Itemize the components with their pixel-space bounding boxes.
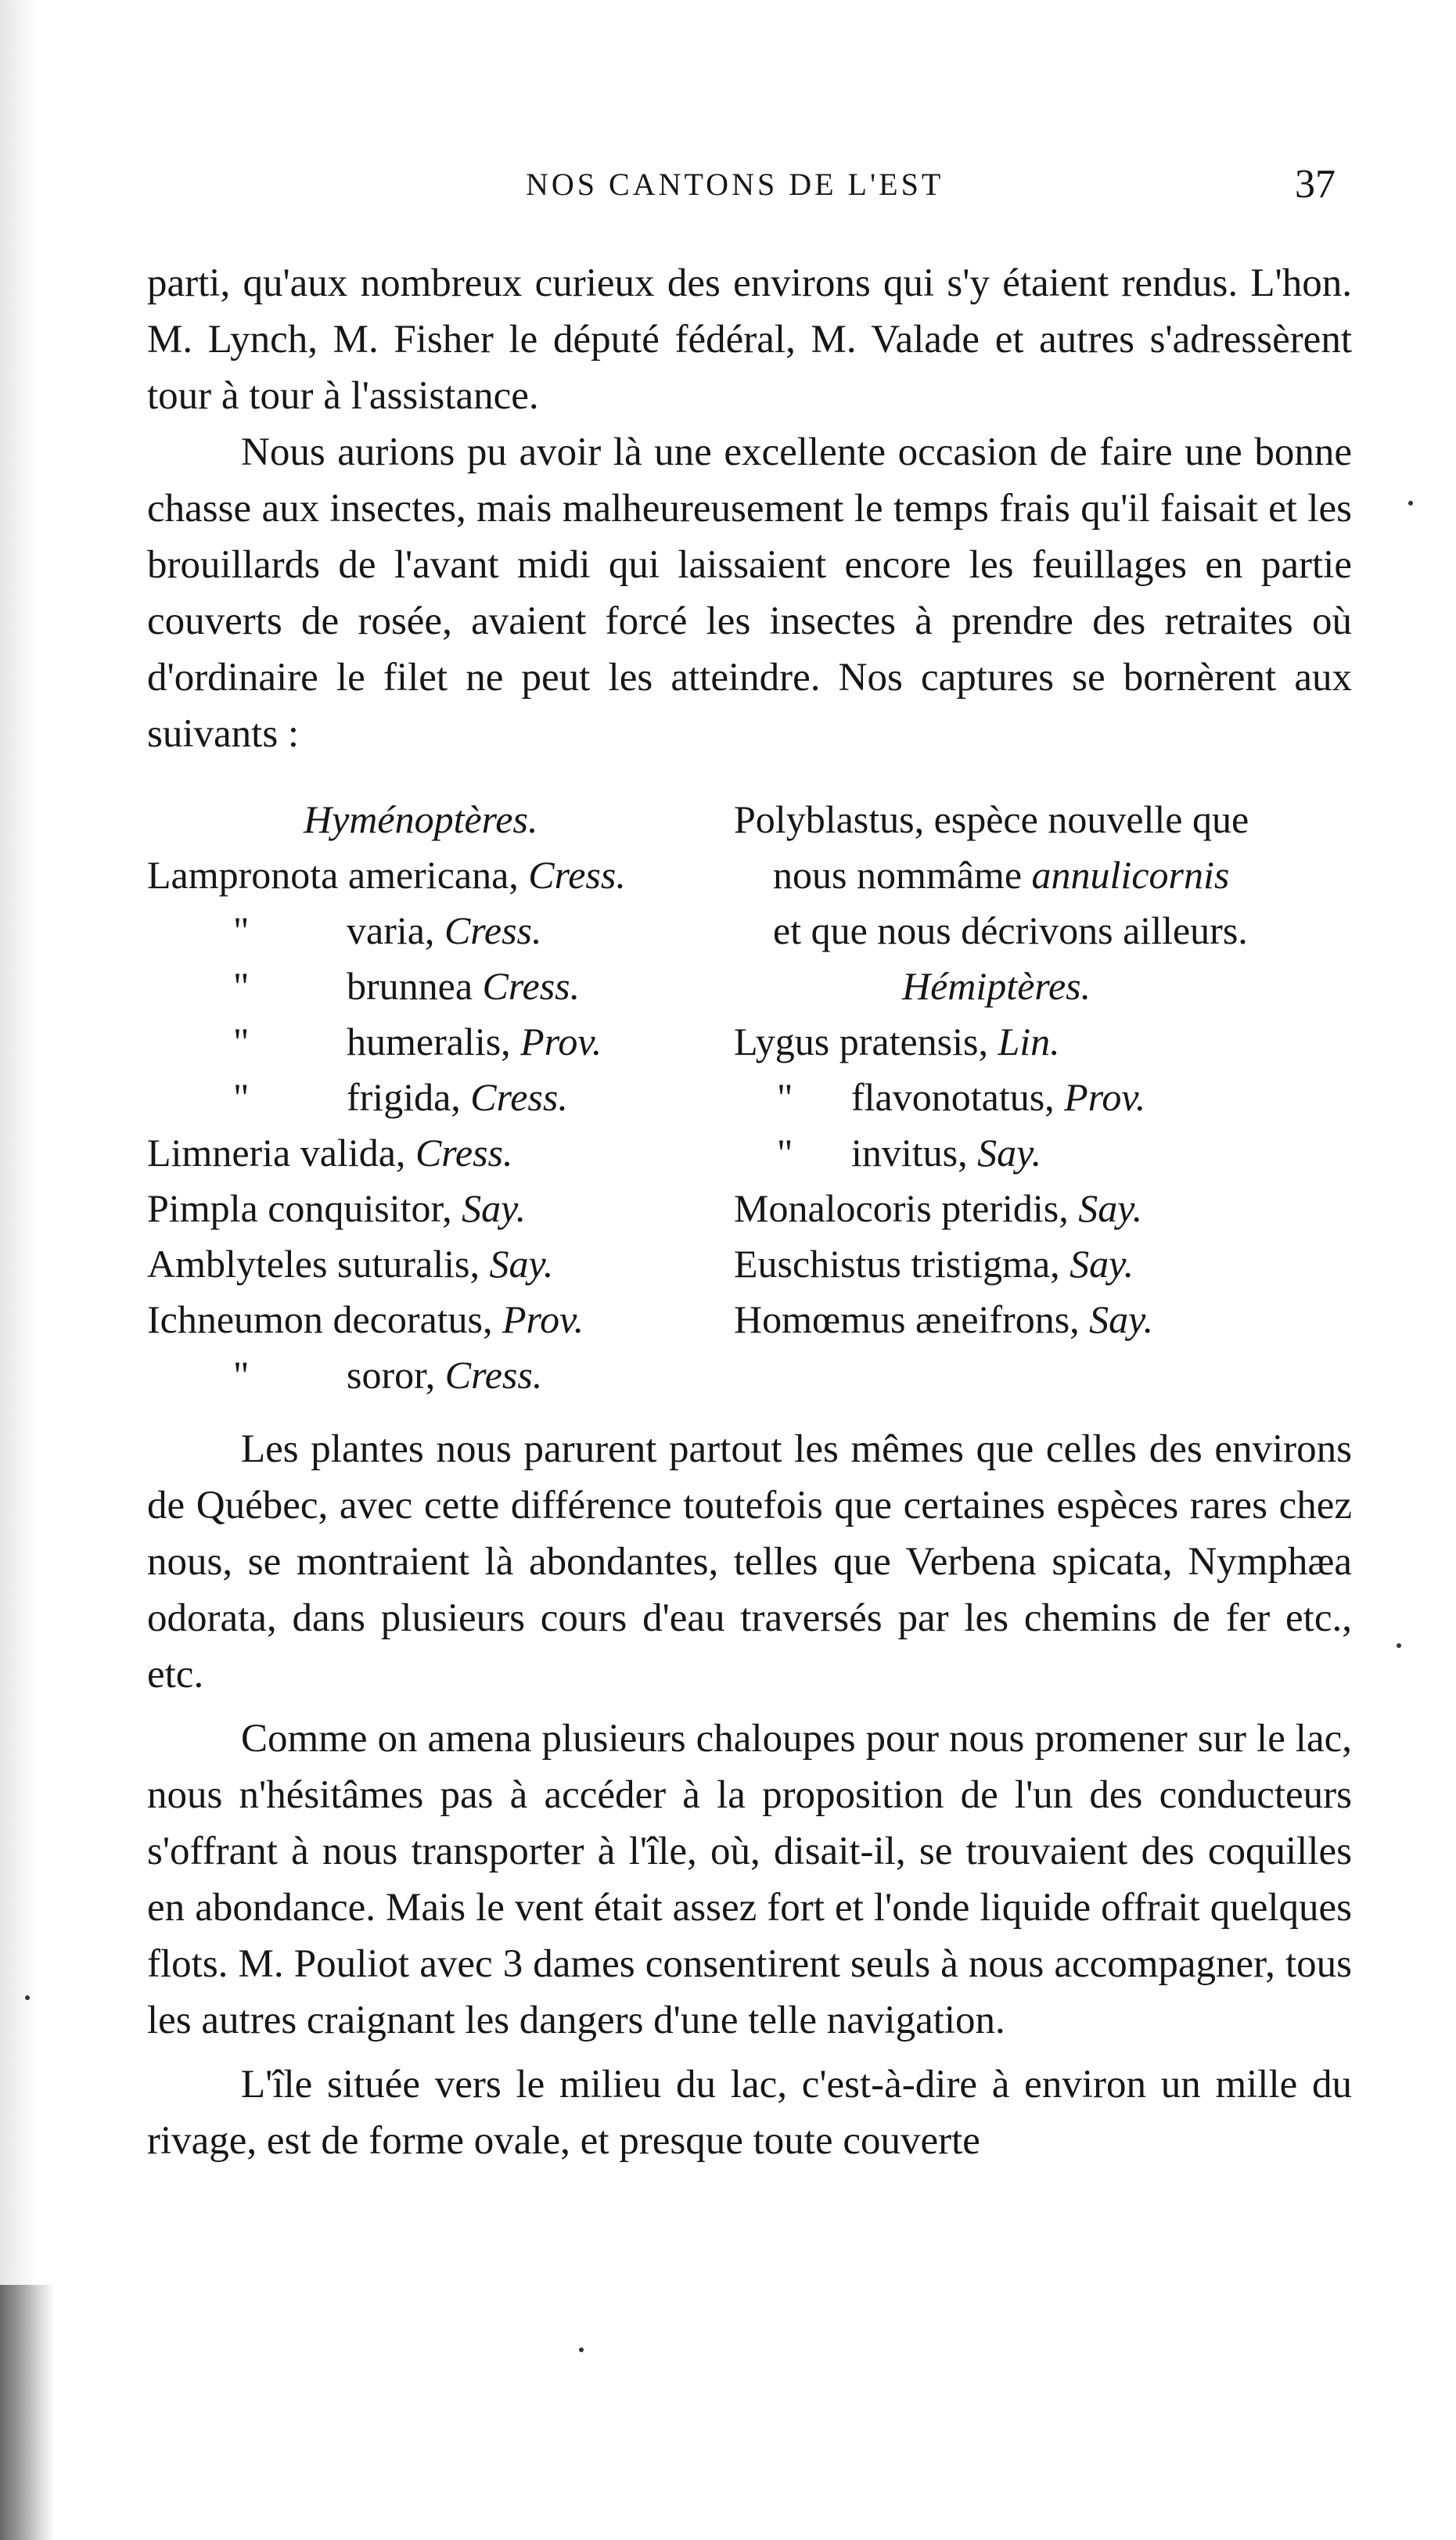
author-abbrev: Say. xyxy=(1070,1242,1134,1286)
species-name: pteridis, xyxy=(941,1186,1079,1230)
genus-name: Amblyteles xyxy=(147,1242,338,1286)
ditto-mark: " xyxy=(233,1353,250,1397)
species-column-hemiptera xyxy=(734,792,1352,1347)
species-row xyxy=(147,903,726,959)
note-text: nous nommâme xyxy=(773,853,1023,897)
species-row xyxy=(147,1292,726,1347)
author-abbrev: Prov. xyxy=(1064,1075,1146,1119)
species-rows xyxy=(734,1014,1352,1347)
species-row xyxy=(734,1125,1352,1181)
paragraph: L'île située vers le milieu du lac, c'est-à-dire à environ un mille du rivage, est de forme ovale, et presque toute couverte xyxy=(147,2063,1352,2163)
ditto-mark: " xyxy=(233,1075,250,1119)
print-speck xyxy=(579,2348,584,2352)
species-row xyxy=(734,1292,1352,1347)
species-name-italic: annulicornis xyxy=(1031,853,1230,897)
species-name: suturalis, xyxy=(337,1242,490,1286)
species-row xyxy=(734,1236,1352,1292)
species-row xyxy=(147,1347,726,1403)
species-row xyxy=(147,1181,726,1236)
species-row xyxy=(147,1125,726,1181)
author-abbrev: Say. xyxy=(977,1131,1042,1175)
genus-name: Pimpla xyxy=(147,1186,268,1230)
genus-name: Monalocoris xyxy=(734,1186,942,1230)
species-name: americana, xyxy=(347,853,529,897)
genus-name: Euschistus xyxy=(734,1242,911,1286)
genus-name: Limneria xyxy=(147,1131,300,1175)
ditto-mark: " xyxy=(233,1020,250,1063)
species-name: conquisitor, xyxy=(268,1186,462,1230)
species-name: pratensis, xyxy=(839,1020,998,1063)
genus-name: Lampronota xyxy=(147,853,348,897)
species-name: humeralis, xyxy=(347,1020,521,1063)
author-abbrev: Lin. xyxy=(998,1020,1060,1063)
species-name: tristigma, xyxy=(911,1242,1070,1286)
section-heading-hemiptera: Hémiptères. xyxy=(902,964,1091,1008)
species-name: varia, xyxy=(347,908,444,952)
species-name: brunnea xyxy=(347,964,483,1008)
author-abbrev: Cress. xyxy=(444,908,542,952)
species-name: valida, xyxy=(300,1131,415,1175)
ditto-mark: " xyxy=(777,1131,793,1175)
paragraph: Les plantes nous parurent partout les mêmes que celles des environs de Québec, avec cette différence toutefois que certaines espèces rares chez nous, se montraient là abondantes, telles que Verbena spicata, Nymphæa odorata, dans plusieurs cours d'eau traversés par les chemins de fer etc., etc. xyxy=(147,1427,1352,1696)
author-abbrev: Say. xyxy=(1078,1186,1143,1230)
species-row xyxy=(734,1181,1352,1236)
author-abbrev: Prov. xyxy=(520,1020,602,1063)
page-corner-stain xyxy=(0,2285,55,2540)
ditto-mark: " xyxy=(233,908,250,952)
page-edge-shadow xyxy=(0,0,55,2540)
genus-name: Lygus xyxy=(734,1020,839,1063)
author-abbrev: Say. xyxy=(462,1186,527,1230)
paragraph: Nous aurions pu avoir là une excellente occasion de faire une bonne chasse aux insectes, mais malheureusement le temps frais qu'il faisait et les brouillards de l'avant midi qui laissaient encore les feuillages en partie couverts de rosée, avaient forcé les insectes à prendre des retraites où d'ordinaire le filet ne peut les atteindre. Nos captures se bornèrent aux suivants : xyxy=(147,430,1352,756)
section-heading-hymenoptera: Hyménoptères. xyxy=(304,797,538,841)
species-name: invitus, xyxy=(851,1131,978,1175)
species-row xyxy=(147,1070,726,1125)
species-row xyxy=(147,1236,726,1292)
species-name: æneifrons, xyxy=(915,1297,1090,1341)
author-abbrev: Prov. xyxy=(502,1297,584,1341)
paragraph: Comme on amena plusieurs chaloupes pour nous promener sur le lac, nous n'hésitâmes pas à accéder à la proposition de l'un des conducteurs s'offrant à nous transporter à l'île, où, disait-il, se trouvaient des coquilles en abondance. Mais le vent était assez fort et l'onde liquide offrait quelques flots. M. Pouliot avec 3 dames consentirent seuls à nous accompagner, tous les autres craignant les dangers d'une telle navigation. xyxy=(147,1717,1352,2042)
running-title: NOS CANTONS DE L'EST xyxy=(526,167,944,202)
species-name: frigida, xyxy=(347,1075,471,1119)
species-name: decoratus, xyxy=(333,1297,503,1341)
author-abbrev: Cress. xyxy=(444,1353,543,1397)
note-line: et que nous décrivons ailleurs. xyxy=(773,908,1248,952)
species-row xyxy=(147,959,726,1014)
author-abbrev: Say. xyxy=(489,1242,554,1286)
species-row xyxy=(147,847,726,903)
species-list xyxy=(147,792,1352,1418)
author-abbrev: Cress. xyxy=(482,964,581,1008)
note-line xyxy=(734,847,1352,903)
species-name: soror, xyxy=(347,1353,445,1397)
print-speck xyxy=(25,1995,30,2000)
print-speck xyxy=(1408,501,1413,505)
species-column-hymenoptera xyxy=(147,792,726,1403)
ditto-mark: " xyxy=(777,1075,793,1119)
genus-name: Homœmus xyxy=(734,1297,915,1341)
author-abbrev: Say. xyxy=(1089,1297,1154,1341)
species-row xyxy=(734,1014,1352,1070)
species-row xyxy=(734,1070,1352,1125)
text-block-top xyxy=(147,255,1352,762)
running-header xyxy=(0,162,1456,213)
text-block-bottom xyxy=(147,1421,1352,2169)
author-abbrev: Cress. xyxy=(415,1131,513,1175)
paragraph: parti, qu'aux nombreux curieux des environs qui s'y étaient rendus. L'hon. M. Lynch, M. Fisher le député fédéral, M. Valade et autres s'adressèrent tour à tour à l'assistance. xyxy=(147,261,1352,418)
print-speck xyxy=(1397,1643,1401,1648)
species-rows xyxy=(147,847,726,1403)
species-row xyxy=(147,1014,726,1070)
author-abbrev: Cress. xyxy=(470,1075,568,1119)
author-abbrev: Cress. xyxy=(528,853,626,897)
note-line: Polyblastus, espèce nouvelle que xyxy=(734,797,1249,841)
species-name: flavonotatus, xyxy=(851,1075,1065,1119)
page-number: 37 xyxy=(1295,162,1336,207)
ditto-mark: " xyxy=(233,964,250,1008)
genus-name: Ichneumon xyxy=(147,1297,333,1341)
